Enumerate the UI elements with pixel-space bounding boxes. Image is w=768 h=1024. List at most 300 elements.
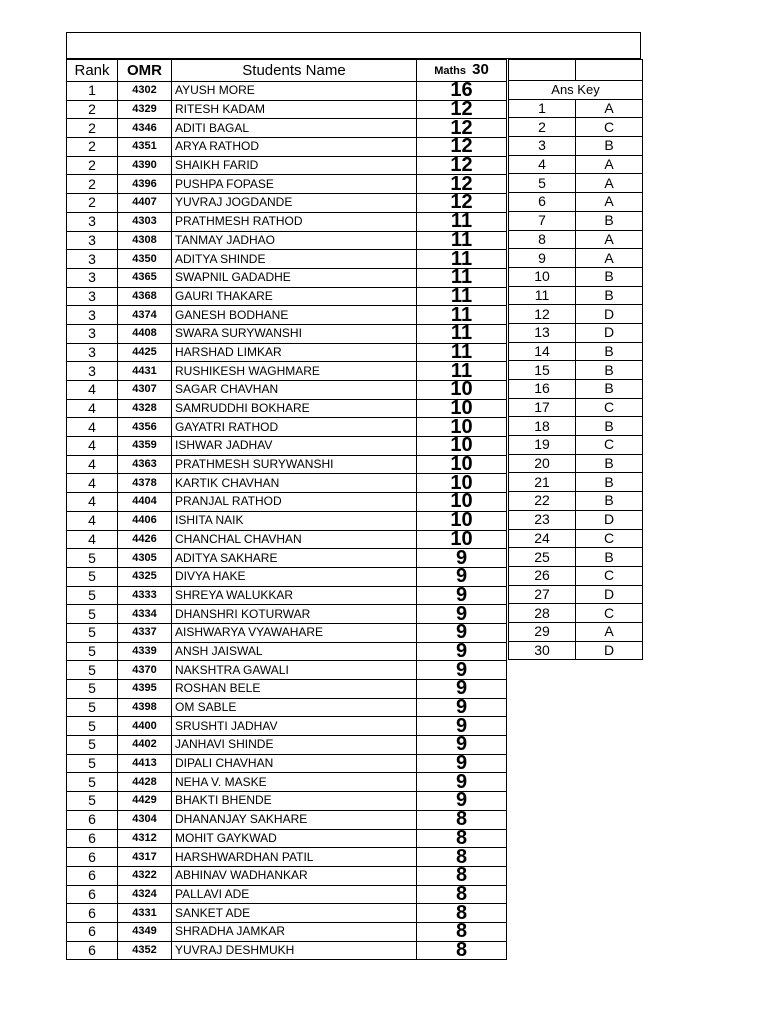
key-row	[509, 323, 643, 342]
score-cell: 8	[417, 904, 507, 923]
rank-cell: 6	[67, 829, 118, 848]
student-name-cell: CHANCHAL CHAVHAN	[172, 530, 417, 549]
rank-cell: 2	[67, 119, 118, 138]
score-cell: 8	[417, 810, 507, 829]
student-name-cell: BHAKTI BHENDE	[172, 792, 417, 811]
student-name-cell: YUVRAJ DESHMUKH	[172, 941, 417, 960]
omr-cell: 4337	[118, 623, 172, 642]
score-cell: 10	[417, 381, 507, 400]
question-number: 25	[509, 548, 576, 567]
rank-cell: 4	[67, 437, 118, 456]
omr-cell: 4428	[118, 773, 172, 792]
score-cell: 12	[417, 119, 507, 138]
omr-cell: 4390	[118, 156, 172, 175]
student-name-cell: GAURI THAKARE	[172, 287, 417, 306]
omr-cell: 4334	[118, 605, 172, 624]
score-cell: 8	[417, 922, 507, 941]
score-cell: 9	[417, 661, 507, 680]
rank-cell: 3	[67, 343, 118, 362]
rank-cell: 4	[67, 474, 118, 493]
rank-cell: 3	[67, 212, 118, 231]
score-cell: 9	[417, 680, 507, 699]
answer-option: B	[576, 361, 643, 380]
rank-cell: 6	[67, 810, 118, 829]
question-number: 20	[509, 454, 576, 473]
student-row	[67, 848, 507, 867]
answer-option: B	[576, 211, 643, 230]
question-number: 10	[509, 267, 576, 286]
omr-cell: 4302	[118, 82, 172, 101]
key-row	[509, 211, 643, 230]
student-name-cell: ISHITA NAIK	[172, 511, 417, 530]
omr-cell: 4356	[118, 418, 172, 437]
score-cell: 9	[417, 698, 507, 717]
student-row	[67, 194, 507, 213]
omr-cell: 4374	[118, 306, 172, 325]
score-cell: 11	[417, 362, 507, 381]
question-number: 15	[509, 361, 576, 380]
student-row	[67, 231, 507, 250]
rank-cell: 5	[67, 623, 118, 642]
student-row	[67, 754, 507, 773]
omr-cell: 4395	[118, 680, 172, 699]
student-name-cell: RITESH KADAM	[172, 100, 417, 119]
key-row	[509, 473, 643, 492]
omr-cell: 4413	[118, 754, 172, 773]
rank-cell: 1	[67, 82, 118, 101]
student-row	[67, 493, 507, 512]
score-cell: 10	[417, 530, 507, 549]
score-cell: 9	[417, 754, 507, 773]
answer-option: B	[576, 492, 643, 511]
score-cell: 9	[417, 792, 507, 811]
score-cell: 10	[417, 399, 507, 418]
key-row	[509, 267, 643, 286]
question-number: 13	[509, 323, 576, 342]
score-cell: 11	[417, 268, 507, 287]
student-row	[67, 418, 507, 437]
omr-cell: 4426	[118, 530, 172, 549]
answer-key-table	[508, 59, 643, 660]
student-name-cell: HARSHAD LIMKAR	[172, 343, 417, 362]
student-name-cell: MOHIT GAYKWAD	[172, 829, 417, 848]
question-number: 19	[509, 436, 576, 455]
student-name-cell: ABHINAV WADHANKAR	[172, 866, 417, 885]
score-cell: 8	[417, 829, 507, 848]
rank-cell: 5	[67, 642, 118, 661]
key-row	[509, 286, 643, 305]
header-row	[67, 60, 507, 82]
omr-cell: 4308	[118, 231, 172, 250]
answer-option: A	[576, 249, 643, 268]
student-name-cell: DIVYA HAKE	[172, 567, 417, 586]
rank-cell: 5	[67, 792, 118, 811]
title-row	[66, 32, 641, 59]
score-cell: 8	[417, 848, 507, 867]
question-number: 21	[509, 473, 576, 492]
student-name-cell: PRANJAL RATHOD	[172, 493, 417, 512]
student-row	[67, 268, 507, 287]
answer-option: B	[576, 267, 643, 286]
omr-cell: 4305	[118, 549, 172, 568]
score-cell: 11	[417, 250, 507, 269]
key-row	[509, 641, 643, 660]
rank-cell: 5	[67, 567, 118, 586]
answer-option: C	[576, 436, 643, 455]
student-name-cell: DIPALI CHAVHAN	[172, 754, 417, 773]
question-number: 17	[509, 398, 576, 417]
omr-cell: 4378	[118, 474, 172, 493]
student-row	[67, 904, 507, 923]
student-name-cell: KARTIK CHAVHAN	[172, 474, 417, 493]
answer-option: A	[576, 622, 643, 641]
key-row	[509, 342, 643, 361]
omr-cell: 4333	[118, 586, 172, 605]
rank-cell: 4	[67, 530, 118, 549]
student-name-cell: AISHWARYA VYAWAHARE	[172, 623, 417, 642]
omr-cell: 4365	[118, 268, 172, 287]
rank-cell: 3	[67, 231, 118, 250]
key-row	[509, 548, 643, 567]
student-row	[67, 829, 507, 848]
student-row	[67, 586, 507, 605]
rank-cell: 3	[67, 324, 118, 343]
rank-cell: 5	[67, 661, 118, 680]
omr-cell: 4425	[118, 343, 172, 362]
answer-option: D	[576, 510, 643, 529]
omr-cell: 4363	[118, 455, 172, 474]
answer-option: A	[576, 155, 643, 174]
omr-cell: 4352	[118, 941, 172, 960]
score-cell: 10	[417, 437, 507, 456]
question-number: 7	[509, 211, 576, 230]
student-name-cell: AYUSH MORE	[172, 82, 417, 101]
omr-cell: 4304	[118, 810, 172, 829]
question-number: 30	[509, 641, 576, 660]
student-row	[67, 362, 507, 381]
score-cell: 9	[417, 549, 507, 568]
student-row	[67, 437, 507, 456]
student-row	[67, 941, 507, 960]
student-row	[67, 623, 507, 642]
question-number: 28	[509, 604, 576, 623]
student-name-cell: ROSHAN BELE	[172, 680, 417, 699]
rank-cell: 6	[67, 904, 118, 923]
key-row	[509, 622, 643, 641]
score-cell: 12	[417, 175, 507, 194]
omr-cell: 4370	[118, 661, 172, 680]
student-name-cell: SHREYA WALUKKAR	[172, 586, 417, 605]
answer-option: B	[576, 548, 643, 567]
student-name-cell: SANKET ADE	[172, 904, 417, 923]
answer-option: C	[576, 566, 643, 585]
omr-cell: 4303	[118, 212, 172, 231]
omr-cell: 4329	[118, 100, 172, 119]
student-row	[67, 549, 507, 568]
rank-cell: 4	[67, 493, 118, 512]
rank-cell: 6	[67, 922, 118, 941]
student-row	[67, 119, 507, 138]
student-row	[67, 82, 507, 101]
rank-header: Rank	[67, 60, 118, 82]
student-row	[67, 212, 507, 231]
student-row	[67, 175, 507, 194]
rank-cell: 6	[67, 885, 118, 904]
omr-cell: 4400	[118, 717, 172, 736]
student-row	[67, 455, 507, 474]
answer-option: C	[576, 398, 643, 417]
question-number: 9	[509, 249, 576, 268]
score-cell: 11	[417, 324, 507, 343]
rank-cell: 4	[67, 511, 118, 530]
answer-option: C	[576, 118, 643, 137]
student-name-cell: SAMRUDDHI BOKHARE	[172, 399, 417, 418]
rank-cell: 4	[67, 381, 118, 400]
score-cell: 9	[417, 642, 507, 661]
student-name-cell: SRUSHTI JADHAV	[172, 717, 417, 736]
omr-cell: 4307	[118, 381, 172, 400]
rank-cell: 5	[67, 549, 118, 568]
rank-cell: 6	[67, 848, 118, 867]
omr-cell: 4350	[118, 250, 172, 269]
rank-cell: 3	[67, 268, 118, 287]
omr-cell: 4406	[118, 511, 172, 530]
rank-cell: 5	[67, 605, 118, 624]
student-row	[67, 100, 507, 119]
answer-option: B	[576, 473, 643, 492]
omr-cell: 4351	[118, 138, 172, 157]
omr-header: OMR	[118, 60, 172, 82]
student-name-cell: ADITYA SAKHARE	[172, 549, 417, 568]
answer-option: C	[576, 529, 643, 548]
key-row	[509, 510, 643, 529]
answer-option: A	[576, 230, 643, 249]
omr-cell: 4429	[118, 792, 172, 811]
rank-cell: 4	[67, 418, 118, 437]
answer-option: A	[576, 193, 643, 212]
student-name-cell: OM SABLE	[172, 698, 417, 717]
omr-cell: 4402	[118, 736, 172, 755]
student-name-cell: ANSH JAISWAL	[172, 642, 417, 661]
rank-cell: 2	[67, 175, 118, 194]
ans-key-label: Ans Key	[509, 81, 643, 100]
score-cell: 12	[417, 138, 507, 157]
student-row	[67, 381, 507, 400]
question-number: 3	[509, 137, 576, 156]
score-cell: 9	[417, 586, 507, 605]
rank-cell: 5	[67, 680, 118, 699]
student-name-cell: SHAIKH FARID	[172, 156, 417, 175]
question-number: 16	[509, 380, 576, 399]
key-row	[509, 118, 643, 137]
score-cell: 10	[417, 511, 507, 530]
student-row	[67, 642, 507, 661]
omr-cell: 4331	[118, 904, 172, 923]
key-row	[509, 417, 643, 436]
student-row	[67, 138, 507, 157]
student-row	[67, 324, 507, 343]
rank-cell: 3	[67, 306, 118, 325]
question-number: 12	[509, 305, 576, 324]
rank-cell: 4	[67, 399, 118, 418]
student-name-cell: HARSHWARDHAN PATIL	[172, 848, 417, 867]
student-name-cell: TANMAY JADHAO	[172, 231, 417, 250]
rank-cell: 5	[67, 717, 118, 736]
rank-cell: 3	[67, 287, 118, 306]
student-name-cell: JANHAVI SHINDE	[172, 736, 417, 755]
score-cell: 11	[417, 306, 507, 325]
student-row	[67, 698, 507, 717]
omr-cell: 4328	[118, 399, 172, 418]
rank-cell: 5	[67, 586, 118, 605]
question-number: 29	[509, 622, 576, 641]
score-cell: 9	[417, 623, 507, 642]
student-name-cell: RUSHIKESH WAGHMARE	[172, 362, 417, 381]
key-header-row	[509, 60, 643, 81]
rank-cell: 3	[67, 362, 118, 381]
score-cell: 10	[417, 455, 507, 474]
score-cell: 12	[417, 100, 507, 119]
student-name-cell: PRATHMESH SURYWANSHI	[172, 455, 417, 474]
rank-cell: 5	[67, 736, 118, 755]
rank-cell: 2	[67, 100, 118, 119]
students-name-header: Students Name	[172, 60, 417, 82]
key-row	[509, 230, 643, 249]
student-row	[67, 343, 507, 362]
subject-label: Maths	[434, 65, 466, 77]
rank-cell: 4	[67, 455, 118, 474]
student-row	[67, 306, 507, 325]
question-number: 5	[509, 174, 576, 193]
question-number: 2	[509, 118, 576, 137]
answer-option: B	[576, 286, 643, 305]
student-name-cell: PALLAVI ADE	[172, 885, 417, 904]
key-title-row	[509, 81, 643, 100]
student-row	[67, 156, 507, 175]
student-name-cell: ADITYA SHINDE	[172, 250, 417, 269]
score-cell: 9	[417, 605, 507, 624]
student-name-cell: GANESH BODHANE	[172, 306, 417, 325]
score-cell: 9	[417, 717, 507, 736]
student-name-cell: SWARA SURYWANSHI	[172, 324, 417, 343]
answer-option: B	[576, 454, 643, 473]
student-name-cell: DHANSHRI KOTURWAR	[172, 605, 417, 624]
student-name-cell: PRATHMESH RATHOD	[172, 212, 417, 231]
student-name-cell: GAYATRI RATHOD	[172, 418, 417, 437]
question-number: 24	[509, 529, 576, 548]
key-row	[509, 529, 643, 548]
score-cell: 10	[417, 418, 507, 437]
answer-option: D	[576, 585, 643, 604]
key-row	[509, 398, 643, 417]
question-number: 18	[509, 417, 576, 436]
score-cell: 8	[417, 885, 507, 904]
key-row	[509, 174, 643, 193]
answer-option: C	[576, 604, 643, 623]
rank-cell: 2	[67, 156, 118, 175]
key-row	[509, 604, 643, 623]
omr-cell: 4325	[118, 567, 172, 586]
maths-header	[417, 60, 507, 82]
answer-option: B	[576, 342, 643, 361]
question-number: 8	[509, 230, 576, 249]
rank-cell: 5	[67, 773, 118, 792]
student-row	[67, 511, 507, 530]
student-row	[67, 792, 507, 811]
student-name-cell: ADITI BAGAL	[172, 119, 417, 138]
student-row	[67, 287, 507, 306]
rank-cell: 3	[67, 250, 118, 269]
rank-cell: 5	[67, 698, 118, 717]
key-row	[509, 380, 643, 399]
student-row	[67, 567, 507, 586]
key-blank-cell	[509, 60, 576, 81]
student-name-cell: DHANANJAY SAKHARE	[172, 810, 417, 829]
key-row	[509, 193, 643, 212]
omr-cell: 4396	[118, 175, 172, 194]
rank-cell: 2	[67, 194, 118, 213]
student-row	[67, 474, 507, 493]
score-cell: 9	[417, 736, 507, 755]
score-cell: 8	[417, 941, 507, 960]
omr-cell: 4349	[118, 922, 172, 941]
student-row	[67, 866, 507, 885]
student-name-cell: YUVRAJ JOGDANDE	[172, 194, 417, 213]
answer-option: D	[576, 641, 643, 660]
student-row	[67, 399, 507, 418]
omr-cell: 4339	[118, 642, 172, 661]
student-row	[67, 661, 507, 680]
question-number: 14	[509, 342, 576, 361]
omr-cell: 4346	[118, 119, 172, 138]
omr-cell: 4312	[118, 829, 172, 848]
score-cell: 10	[417, 474, 507, 493]
student-row	[67, 773, 507, 792]
score-cell: 12	[417, 156, 507, 175]
score-cell: 11	[417, 287, 507, 306]
omr-cell: 4368	[118, 287, 172, 306]
key-row	[509, 305, 643, 324]
key-row	[509, 155, 643, 174]
rank-cell: 6	[67, 866, 118, 885]
student-row	[67, 530, 507, 549]
omr-cell: 4431	[118, 362, 172, 381]
score-cell: 9	[417, 567, 507, 586]
student-name-cell: ISHWAR JADHAV	[172, 437, 417, 456]
key-row	[509, 436, 643, 455]
key-row	[509, 585, 643, 604]
question-number: 6	[509, 193, 576, 212]
rank-cell: 5	[67, 754, 118, 773]
question-number: 22	[509, 492, 576, 511]
key-row	[509, 492, 643, 511]
omr-cell: 4407	[118, 194, 172, 213]
answer-option: D	[576, 323, 643, 342]
student-name-cell: SWAPNIL GADADHE	[172, 268, 417, 287]
question-number: 1	[509, 99, 576, 118]
answer-option: A	[576, 174, 643, 193]
student-name-cell: NEHA V. MASKE	[172, 773, 417, 792]
rank-cell: 2	[67, 138, 118, 157]
key-row	[509, 137, 643, 156]
omr-cell: 4404	[118, 493, 172, 512]
results-table	[66, 59, 507, 960]
student-row	[67, 885, 507, 904]
key-row	[509, 361, 643, 380]
question-number: 27	[509, 585, 576, 604]
key-blank-cell	[576, 60, 643, 81]
key-row	[509, 454, 643, 473]
